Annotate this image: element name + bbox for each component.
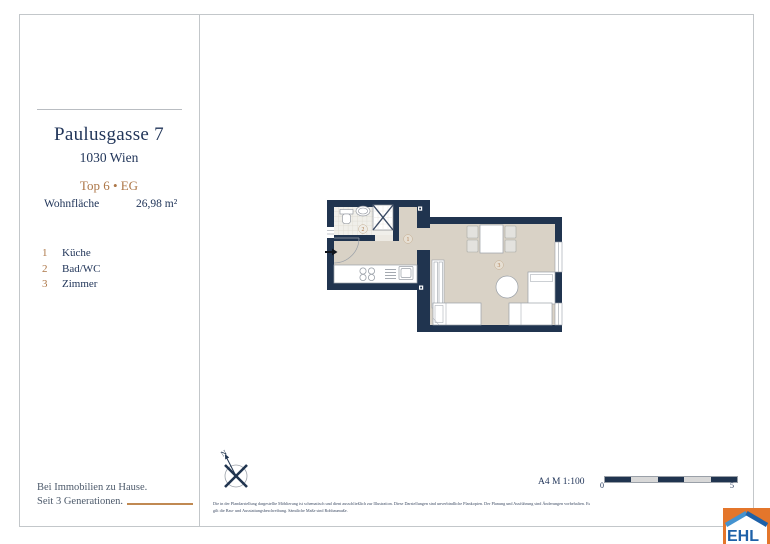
page-title: Paulusgasse 7 <box>54 124 164 145</box>
ehl-logo <box>723 508 770 544</box>
area-value: 26,98 m² <box>136 198 178 210</box>
unit-label: Top 6 • EG <box>79 178 139 193</box>
dining-table <box>480 225 503 253</box>
kitchen-sink <box>399 267 413 280</box>
svg-text:N: N <box>219 447 229 459</box>
window-upper <box>555 242 562 272</box>
chair <box>505 226 516 238</box>
title-rule <box>37 109 182 110</box>
scale-start-label: 0 <box>600 481 604 490</box>
disclaimer-text: Die in der Plandarstellung dargestellte Möblierung ist schematisch und dient ausschließlich zur Illustration. Diese Darstellungen sind unverbindliche Plankopien. Der Planung und Ausführung sind Änderungen vorbehalten. Es gilt die Bau- und Ausstattungsbeschreibung. Sämtliche Maße sind Rohbaumaße. <box>213 501 591 513</box>
svg-text:2: 2 <box>361 227 365 234</box>
passage-opening <box>417 228 430 250</box>
room-label-2 <box>359 225 368 234</box>
tagline-accent-line <box>127 503 193 505</box>
chair <box>467 226 478 238</box>
legend-label: Bad/WC <box>62 262 101 275</box>
room-legend <box>42 246 101 293</box>
legend-row-badwc <box>42 262 101 278</box>
scale-end-label: 5 <box>730 481 734 490</box>
bathroom-sink <box>356 206 370 216</box>
tagline-line1: Bei Immobilien zu Hause. <box>37 482 148 493</box>
entry-door-in-wall <box>327 227 334 238</box>
legend-row-zimmer <box>42 277 101 293</box>
logo-text: EHL <box>727 528 759 544</box>
bathroom-door-opening <box>375 235 393 241</box>
sidebar-divider <box>199 14 200 526</box>
legend-label: Küche <box>62 247 91 259</box>
page-subtitle: 1030 Wien <box>79 150 139 165</box>
svg-text:1: 1 <box>406 237 410 244</box>
kitchen-counter <box>334 265 417 283</box>
room-label-3 <box>495 261 504 270</box>
legend-num: 1 <box>42 247 48 259</box>
floor-plan <box>325 196 569 336</box>
window-lower <box>555 303 562 325</box>
title-block <box>19 124 199 194</box>
area-label: Wohnfläche <box>44 198 100 210</box>
wardrobe <box>432 260 444 308</box>
round-table <box>496 276 518 298</box>
chair <box>505 240 516 252</box>
legend-label: Zimmer <box>62 278 98 290</box>
north-arrow-icon <box>212 446 260 494</box>
legend-num: 2 <box>42 262 48 275</box>
room-label-1 <box>404 235 413 244</box>
format-scale-label: A4 M 1:100 <box>538 477 585 487</box>
tagline-line2: Seit 3 Generationen. <box>37 496 124 507</box>
legend-row-kueche <box>42 246 101 262</box>
legend-num: 3 <box>42 278 48 290</box>
chair <box>467 240 478 252</box>
brand-tagline <box>37 481 147 509</box>
bed-left <box>433 303 481 325</box>
svg-text:3: 3 <box>497 263 501 270</box>
scale-bar <box>604 476 738 483</box>
shower <box>373 205 393 230</box>
bathroom-wall-right <box>393 207 399 241</box>
